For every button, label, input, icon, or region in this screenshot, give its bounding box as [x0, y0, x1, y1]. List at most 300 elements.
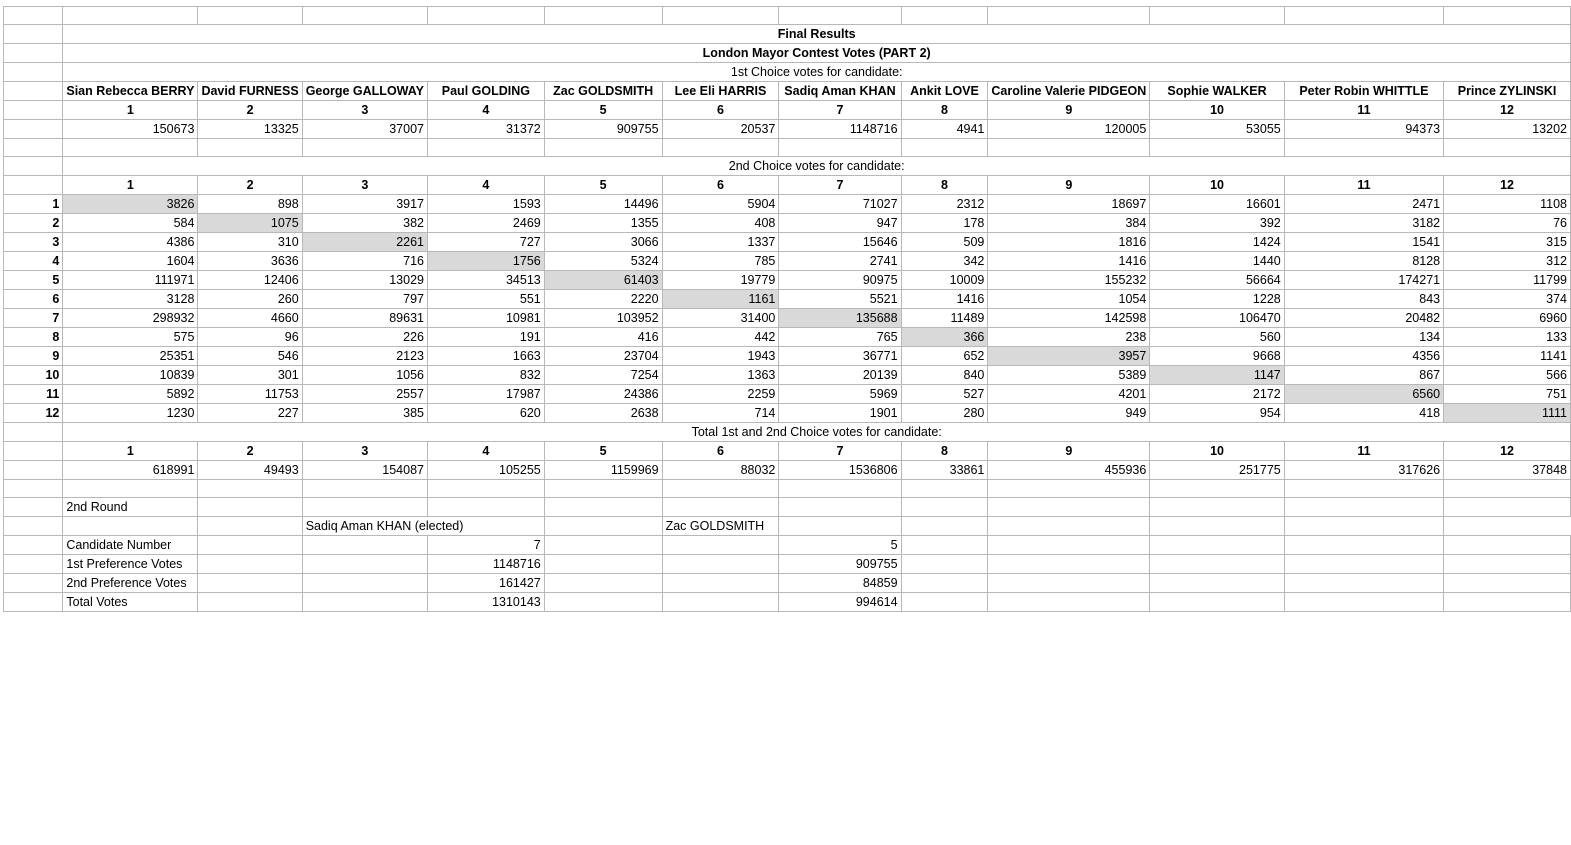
matrix-cell[interactable]: 14496	[544, 195, 662, 214]
empty-cell[interactable]	[901, 555, 988, 574]
empty-cell[interactable]	[779, 139, 901, 157]
candidate-number[interactable]: 9	[988, 442, 1150, 461]
row-header-cell[interactable]	[4, 461, 63, 480]
row-header-cell[interactable]	[4, 593, 63, 612]
matrix-row-number[interactable]: 11	[4, 385, 63, 404]
matrix-cell[interactable]: 620	[428, 404, 545, 423]
row-header-cell[interactable]	[4, 423, 63, 442]
vote-count[interactable]: 105255	[428, 461, 545, 480]
empty-cell[interactable]	[198, 517, 302, 536]
matrix-cell[interactable]: 1141	[1444, 347, 1571, 366]
matrix-cell[interactable]: 18697	[988, 195, 1150, 214]
candidate-number[interactable]: 3	[302, 101, 427, 120]
matrix-cell[interactable]: 5904	[662, 195, 779, 214]
matrix-cell[interactable]: 2312	[901, 195, 988, 214]
matrix-cell-diagonal[interactable]: 1111	[1444, 404, 1571, 423]
empty-cell[interactable]	[198, 574, 302, 593]
matrix-cell[interactable]: 16601	[1150, 195, 1284, 214]
candidate-number[interactable]: 5	[544, 101, 662, 120]
empty-cell[interactable]	[988, 7, 1150, 25]
matrix-cell[interactable]: 2741	[779, 252, 901, 271]
matrix-cell[interactable]: 15646	[779, 233, 901, 252]
matrix-cell[interactable]: 7254	[544, 366, 662, 385]
empty-cell[interactable]	[1444, 574, 1571, 593]
candidate-number[interactable]: 4	[428, 101, 545, 120]
empty-cell[interactable]	[544, 593, 662, 612]
empty-cell[interactable]	[428, 7, 545, 25]
matrix-cell[interactable]: 385	[302, 404, 427, 423]
matrix-cell[interactable]: 566	[1444, 366, 1571, 385]
empty-cell[interactable]	[1284, 555, 1443, 574]
matrix-cell[interactable]: 442	[662, 328, 779, 347]
second-choice-label-row-cell[interactable]: 2nd Choice votes for candidate:	[63, 157, 1571, 176]
candidate-b-name[interactable]: Zac GOLDSMITH	[662, 517, 779, 536]
candidate-name[interactable]: Ankit LOVE	[901, 82, 988, 101]
empty-cell[interactable]	[1444, 555, 1571, 574]
matrix-cell[interactable]: 751	[1444, 385, 1571, 404]
matrix-cell[interactable]: 25351	[63, 347, 198, 366]
row-header-cell[interactable]	[4, 498, 63, 517]
matrix-cell[interactable]: 2123	[302, 347, 427, 366]
empty-cell[interactable]	[1150, 536, 1284, 555]
matrix-cell[interactable]: 2557	[302, 385, 427, 404]
empty-cell[interactable]	[901, 517, 988, 536]
candidate-number[interactable]: 12	[1444, 176, 1571, 195]
matrix-cell[interactable]: 2172	[1150, 385, 1284, 404]
candidate-b-value[interactable]: 909755	[779, 555, 901, 574]
empty-cell[interactable]	[544, 574, 662, 593]
matrix-cell[interactable]: 310	[198, 233, 302, 252]
matrix-cell[interactable]: 1355	[544, 214, 662, 233]
empty-cell[interactable]	[198, 498, 302, 517]
empty-cell[interactable]	[302, 480, 427, 498]
empty-cell[interactable]	[988, 517, 1150, 536]
matrix-cell[interactable]: 11753	[198, 385, 302, 404]
matrix-cell[interactable]: 560	[1150, 328, 1284, 347]
empty-cell[interactable]	[198, 480, 302, 498]
vote-count[interactable]: 37007	[302, 120, 427, 139]
matrix-cell[interactable]: 392	[1150, 214, 1284, 233]
empty-cell[interactable]	[779, 7, 901, 25]
matrix-cell[interactable]: 2471	[1284, 195, 1443, 214]
row-header-cell[interactable]	[4, 63, 63, 82]
row-header-cell[interactable]	[4, 176, 63, 195]
candidate-name[interactable]: Paul GOLDING	[428, 82, 545, 101]
candidate-name[interactable]: Peter Robin WHITTLE	[1284, 82, 1443, 101]
empty-cell[interactable]	[988, 498, 1150, 517]
matrix-cell[interactable]: 509	[901, 233, 988, 252]
matrix-cell[interactable]: 96	[198, 328, 302, 347]
matrix-cell[interactable]: 1108	[1444, 195, 1571, 214]
empty-cell[interactable]	[4, 7, 63, 25]
matrix-cell[interactable]: 24386	[544, 385, 662, 404]
matrix-cell-diagonal[interactable]: 135688	[779, 309, 901, 328]
matrix-cell[interactable]: 260	[198, 290, 302, 309]
matrix-cell[interactable]: 312	[1444, 252, 1571, 271]
matrix-cell[interactable]: 174271	[1284, 271, 1443, 290]
candidate-name[interactable]: Zac GOLDSMITH	[544, 82, 662, 101]
vote-count[interactable]: 1148716	[779, 120, 901, 139]
matrix-cell-diagonal[interactable]: 1161	[662, 290, 779, 309]
matrix-cell[interactable]: 575	[63, 328, 198, 347]
empty-cell[interactable]	[988, 536, 1150, 555]
vote-count[interactable]: 31372	[428, 120, 545, 139]
empty-cell[interactable]	[302, 536, 427, 555]
vote-count[interactable]: 1159969	[544, 461, 662, 480]
empty-cell[interactable]	[988, 574, 1150, 593]
candidate-number[interactable]: 4	[428, 176, 545, 195]
matrix-cell[interactable]: 2638	[544, 404, 662, 423]
empty-cell[interactable]	[1150, 7, 1284, 25]
vote-count[interactable]: 154087	[302, 461, 427, 480]
first-choice-label-row-cell[interactable]: 1st Choice votes for candidate:	[63, 63, 1571, 82]
candidate-number[interactable]: 9	[988, 101, 1150, 120]
candidate-number[interactable]: 1	[63, 442, 198, 461]
candidate-name[interactable]: Sadiq Aman KHAN	[779, 82, 901, 101]
matrix-cell[interactable]: 1604	[63, 252, 198, 271]
empty-cell[interactable]	[198, 7, 302, 25]
matrix-cell-diagonal[interactable]: 6560	[1284, 385, 1443, 404]
empty-cell[interactable]	[662, 498, 779, 517]
empty-cell[interactable]	[662, 480, 779, 498]
matrix-cell[interactable]: 832	[428, 366, 545, 385]
matrix-cell[interactable]: 1901	[779, 404, 901, 423]
matrix-cell[interactable]: 4201	[988, 385, 1150, 404]
empty-cell[interactable]	[1284, 7, 1443, 25]
matrix-cell[interactable]: 1416	[901, 290, 988, 309]
empty-cell[interactable]	[1284, 480, 1443, 498]
vote-count[interactable]: 455936	[988, 461, 1150, 480]
candidate-number[interactable]: 8	[901, 442, 988, 461]
matrix-row-number[interactable]: 5	[4, 271, 63, 290]
empty-cell[interactable]	[1150, 593, 1284, 612]
candidate-number[interactable]: 4	[428, 442, 545, 461]
matrix-cell[interactable]: 1363	[662, 366, 779, 385]
empty-cell[interactable]	[988, 480, 1150, 498]
matrix-cell[interactable]: 226	[302, 328, 427, 347]
matrix-cell[interactable]: 714	[662, 404, 779, 423]
matrix-cell[interactable]: 1230	[63, 404, 198, 423]
matrix-cell[interactable]: 155232	[988, 271, 1150, 290]
empty-cell[interactable]	[198, 536, 302, 555]
matrix-cell-diagonal[interactable]: 1756	[428, 252, 545, 271]
matrix-cell[interactable]: 20139	[779, 366, 901, 385]
total-label-row-cell[interactable]: Total 1st and 2nd Choice votes for candidate:	[63, 423, 1571, 442]
matrix-cell[interactable]: 76	[1444, 214, 1571, 233]
candidate-name[interactable]: George GALLOWAY	[302, 82, 427, 101]
vote-count[interactable]: 13202	[1444, 120, 1571, 139]
row-header-cell[interactable]	[4, 536, 63, 555]
empty-cell[interactable]	[428, 139, 545, 157]
matrix-row-number[interactable]: 10	[4, 366, 63, 385]
empty-cell[interactable]	[1150, 517, 1284, 536]
empty-cell[interactable]	[662, 139, 779, 157]
matrix-row-number[interactable]: 4	[4, 252, 63, 271]
empty-cell[interactable]	[428, 480, 545, 498]
vote-count[interactable]: 88032	[662, 461, 779, 480]
empty-cell[interactable]	[662, 593, 779, 612]
empty-cell[interactable]	[988, 555, 1150, 574]
matrix-cell[interactable]: 1816	[988, 233, 1150, 252]
empty-cell[interactable]	[901, 536, 988, 555]
row-header-cell[interactable]	[4, 101, 63, 120]
matrix-cell[interactable]: 11489	[901, 309, 988, 328]
matrix-cell[interactable]: 36771	[779, 347, 901, 366]
empty-cell[interactable]	[1150, 555, 1284, 574]
empty-cell[interactable]	[1444, 480, 1571, 498]
empty-cell[interactable]	[1444, 7, 1571, 25]
matrix-cell[interactable]: 843	[1284, 290, 1443, 309]
matrix-cell[interactable]: 2220	[544, 290, 662, 309]
row-header-cell[interactable]	[4, 555, 63, 574]
empty-cell[interactable]	[1150, 498, 1284, 517]
candidate-a-value[interactable]: 7	[428, 536, 545, 555]
matrix-cell[interactable]: 954	[1150, 404, 1284, 423]
candidate-number[interactable]: 5	[544, 176, 662, 195]
candidate-number[interactable]: 7	[779, 176, 901, 195]
candidate-number[interactable]: 6	[662, 176, 779, 195]
matrix-cell[interactable]: 3066	[544, 233, 662, 252]
matrix-cell[interactable]: 408	[662, 214, 779, 233]
candidate-number[interactable]: 12	[1444, 442, 1571, 461]
matrix-row-number[interactable]: 6	[4, 290, 63, 309]
candidate-number[interactable]: 11	[1284, 101, 1443, 120]
matrix-cell-diagonal[interactable]: 1075	[198, 214, 302, 233]
candidate-number[interactable]: 10	[1150, 442, 1284, 461]
matrix-cell[interactable]: 11799	[1444, 271, 1571, 290]
candidate-number[interactable]: 10	[1150, 176, 1284, 195]
matrix-cell[interactable]: 280	[901, 404, 988, 423]
matrix-cell[interactable]: 111971	[63, 271, 198, 290]
matrix-cell[interactable]: 106470	[1150, 309, 1284, 328]
matrix-cell[interactable]: 1416	[988, 252, 1150, 271]
vote-count[interactable]: 53055	[1150, 120, 1284, 139]
candidate-number[interactable]: 1	[63, 101, 198, 120]
empty-cell[interactable]	[198, 593, 302, 612]
candidate-number[interactable]: 5	[544, 442, 662, 461]
matrix-cell[interactable]: 947	[779, 214, 901, 233]
candidate-number[interactable]: 11	[1284, 176, 1443, 195]
matrix-cell[interactable]: 527	[901, 385, 988, 404]
row-header-cell[interactable]	[4, 120, 63, 139]
matrix-cell[interactable]: 315	[1444, 233, 1571, 252]
empty-cell[interactable]	[544, 517, 662, 536]
matrix-cell[interactable]: 20482	[1284, 309, 1443, 328]
matrix-cell-diagonal[interactable]: 3957	[988, 347, 1150, 366]
second-round-row-label[interactable]: 2nd Preference Votes	[63, 574, 198, 593]
empty-cell[interactable]	[779, 517, 901, 536]
empty-cell[interactable]	[662, 574, 779, 593]
empty-cell[interactable]	[662, 536, 779, 555]
matrix-cell[interactable]: 374	[1444, 290, 1571, 309]
matrix-cell[interactable]: 191	[428, 328, 545, 347]
matrix-cell[interactable]: 31400	[662, 309, 779, 328]
matrix-cell[interactable]: 6960	[1444, 309, 1571, 328]
empty-cell[interactable]	[1284, 536, 1443, 555]
empty-cell[interactable]	[662, 555, 779, 574]
matrix-cell[interactable]: 178	[901, 214, 988, 233]
empty-cell[interactable]	[1444, 139, 1571, 157]
vote-count[interactable]: 94373	[1284, 120, 1443, 139]
candidate-a-value[interactable]: 1310143	[428, 593, 545, 612]
empty-cell[interactable]	[4, 480, 63, 498]
candidate-number[interactable]: 6	[662, 442, 779, 461]
second-round-row-label[interactable]: Total Votes	[63, 593, 198, 612]
candidate-a-value[interactable]: 161427	[428, 574, 545, 593]
empty-cell[interactable]	[544, 480, 662, 498]
candidate-number[interactable]: 11	[1284, 442, 1443, 461]
matrix-cell[interactable]: 1541	[1284, 233, 1443, 252]
matrix-cell[interactable]: 34513	[428, 271, 545, 290]
empty-cell[interactable]	[544, 7, 662, 25]
matrix-cell[interactable]: 227	[198, 404, 302, 423]
vote-count[interactable]: 317626	[1284, 461, 1443, 480]
matrix-cell[interactable]: 71027	[779, 195, 901, 214]
empty-cell[interactable]	[198, 139, 302, 157]
candidate-number[interactable]: 2	[198, 101, 302, 120]
matrix-cell[interactable]: 10839	[63, 366, 198, 385]
matrix-cell[interactable]: 727	[428, 233, 545, 252]
candidate-a-value[interactable]: 1148716	[428, 555, 545, 574]
empty-cell[interactable]	[662, 7, 779, 25]
matrix-cell[interactable]: 8128	[1284, 252, 1443, 271]
candidate-b-value[interactable]: 84859	[779, 574, 901, 593]
matrix-row-number[interactable]: 8	[4, 328, 63, 347]
candidate-number[interactable]: 1	[63, 176, 198, 195]
matrix-cell[interactable]: 898	[198, 195, 302, 214]
matrix-cell[interactable]: 1056	[302, 366, 427, 385]
empty-cell[interactable]	[1444, 498, 1571, 517]
candidate-name[interactable]: Sophie WALKER	[1150, 82, 1284, 101]
matrix-cell[interactable]: 1054	[988, 290, 1150, 309]
empty-cell[interactable]	[544, 139, 662, 157]
empty-cell[interactable]	[63, 480, 198, 498]
matrix-cell[interactable]: 298932	[63, 309, 198, 328]
matrix-cell[interactable]: 785	[662, 252, 779, 271]
matrix-cell[interactable]: 5521	[779, 290, 901, 309]
empty-cell[interactable]	[1444, 593, 1571, 612]
matrix-cell[interactable]: 867	[1284, 366, 1443, 385]
candidate-number[interactable]: 10	[1150, 101, 1284, 120]
matrix-cell-diagonal[interactable]: 3826	[63, 195, 198, 214]
matrix-cell[interactable]: 103952	[544, 309, 662, 328]
empty-cell[interactable]	[63, 517, 198, 536]
empty-cell[interactable]	[1284, 498, 1443, 517]
empty-cell[interactable]	[544, 555, 662, 574]
matrix-cell[interactable]: 90975	[779, 271, 901, 290]
candidate-name[interactable]: Sian Rebecca BERRY	[63, 82, 198, 101]
empty-cell[interactable]	[1284, 593, 1443, 612]
matrix-cell[interactable]: 1663	[428, 347, 545, 366]
candidate-number[interactable]: 12	[1444, 101, 1571, 120]
empty-cell[interactable]	[63, 139, 198, 157]
row-header-cell[interactable]	[4, 574, 63, 593]
empty-cell[interactable]	[1150, 480, 1284, 498]
matrix-cell[interactable]: 1228	[1150, 290, 1284, 309]
matrix-cell[interactable]: 4660	[198, 309, 302, 328]
vote-count[interactable]: 37848	[1444, 461, 1571, 480]
empty-cell[interactable]	[901, 574, 988, 593]
matrix-cell[interactable]: 342	[901, 252, 988, 271]
candidate-number[interactable]: 2	[198, 176, 302, 195]
empty-cell[interactable]	[901, 480, 988, 498]
matrix-cell[interactable]: 13029	[302, 271, 427, 290]
matrix-cell[interactable]: 12406	[198, 271, 302, 290]
vote-count[interactable]: 251775	[1150, 461, 1284, 480]
matrix-cell[interactable]: 416	[544, 328, 662, 347]
matrix-cell[interactable]: 3128	[63, 290, 198, 309]
matrix-cell[interactable]: 301	[198, 366, 302, 385]
title-row-cell[interactable]: Final Results	[63, 25, 1571, 44]
empty-cell[interactable]	[302, 139, 427, 157]
vote-count[interactable]: 13325	[198, 120, 302, 139]
candidate-name[interactable]: Caroline Valerie PIDGEON	[988, 82, 1150, 101]
matrix-row-number[interactable]: 1	[4, 195, 63, 214]
empty-cell[interactable]	[901, 7, 988, 25]
matrix-cell[interactable]: 382	[302, 214, 427, 233]
candidate-a-name[interactable]: Sadiq Aman KHAN (elected)	[302, 517, 544, 536]
matrix-cell-diagonal[interactable]: 366	[901, 328, 988, 347]
empty-cell[interactable]	[544, 536, 662, 555]
empty-cell[interactable]	[1284, 574, 1443, 593]
matrix-cell[interactable]: 1943	[662, 347, 779, 366]
vote-count[interactable]: 20537	[662, 120, 779, 139]
empty-cell[interactable]	[302, 555, 427, 574]
empty-cell[interactable]	[988, 593, 1150, 612]
candidate-number[interactable]: 7	[779, 442, 901, 461]
matrix-row-number[interactable]: 12	[4, 404, 63, 423]
matrix-cell[interactable]: 56664	[1150, 271, 1284, 290]
matrix-cell[interactable]: 19779	[662, 271, 779, 290]
candidate-number[interactable]: 3	[302, 176, 427, 195]
empty-cell[interactable]	[302, 7, 427, 25]
empty-cell[interactable]	[302, 498, 427, 517]
matrix-cell[interactable]: 142598	[988, 309, 1150, 328]
empty-cell[interactable]	[544, 498, 662, 517]
subtitle-row-cell[interactable]: London Mayor Contest Votes (PART 2)	[63, 44, 1571, 63]
matrix-cell[interactable]: 840	[901, 366, 988, 385]
matrix-cell[interactable]: 3636	[198, 252, 302, 271]
empty-cell[interactable]	[901, 139, 988, 157]
matrix-cell[interactable]: 584	[63, 214, 198, 233]
matrix-cell[interactable]: 5389	[988, 366, 1150, 385]
second-round-row-label[interactable]: 1st Preference Votes	[63, 555, 198, 574]
candidate-number[interactable]: 2	[198, 442, 302, 461]
empty-cell[interactable]	[779, 480, 901, 498]
matrix-cell-diagonal[interactable]: 1147	[1150, 366, 1284, 385]
row-header-cell[interactable]	[4, 25, 63, 44]
matrix-row-number[interactable]: 3	[4, 233, 63, 252]
vote-count[interactable]: 1536806	[779, 461, 901, 480]
candidate-number[interactable]: 9	[988, 176, 1150, 195]
matrix-cell[interactable]: 4386	[63, 233, 198, 252]
vote-count[interactable]: 120005	[988, 120, 1150, 139]
second-round-label[interactable]: 2nd Round	[63, 498, 198, 517]
matrix-cell[interactable]: 949	[988, 404, 1150, 423]
matrix-cell-diagonal[interactable]: 2261	[302, 233, 427, 252]
candidate-b-value[interactable]: 994614	[779, 593, 901, 612]
matrix-cell[interactable]: 1440	[1150, 252, 1284, 271]
matrix-cell[interactable]: 5892	[63, 385, 198, 404]
empty-cell[interactable]	[1284, 139, 1443, 157]
vote-count[interactable]: 33861	[901, 461, 988, 480]
vote-count[interactable]: 909755	[544, 120, 662, 139]
empty-cell[interactable]	[779, 498, 901, 517]
matrix-cell[interactable]: 2469	[428, 214, 545, 233]
matrix-cell[interactable]: 3917	[302, 195, 427, 214]
matrix-cell[interactable]: 3182	[1284, 214, 1443, 233]
candidate-number[interactable]: 8	[901, 101, 988, 120]
